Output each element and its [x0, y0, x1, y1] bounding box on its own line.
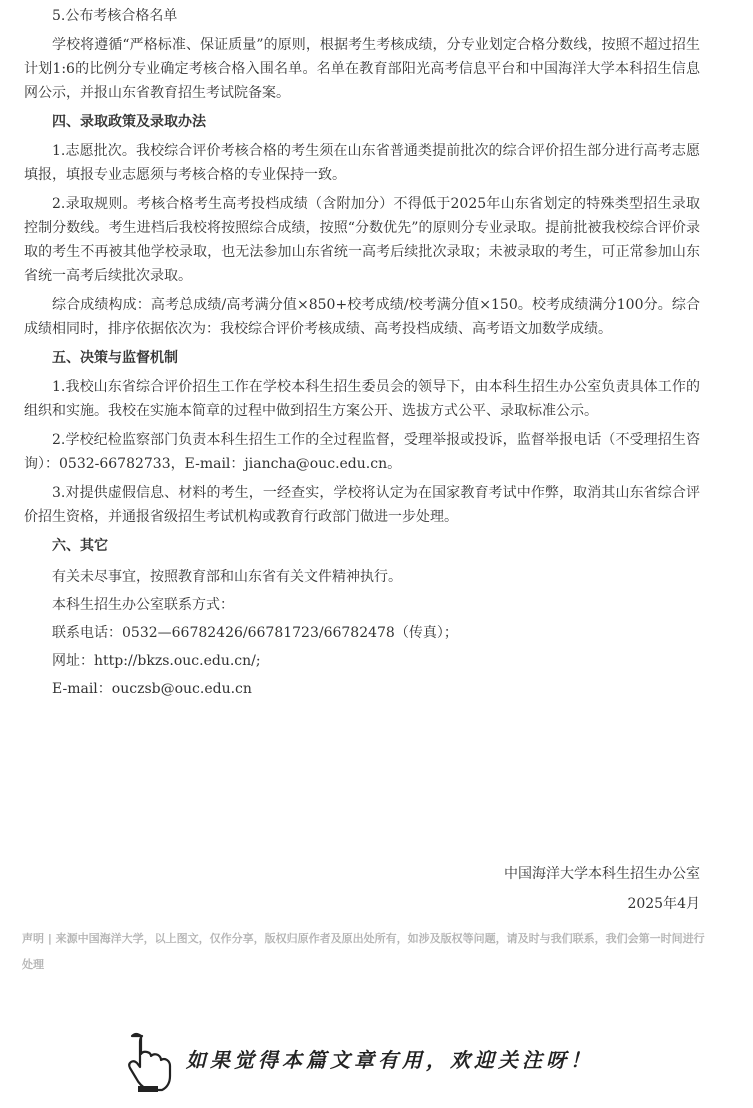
contact-title: 本科生招生办公室联系方式：: [52, 597, 234, 613]
section4-paragraph-1: 1.志愿批次。我校综合评价考核合格的考生须在山东省普通类提前批次的综合评价招生部分进行高考志愿填报，填报专业志愿须与考核合格的专业保持一致。: [24, 143, 700, 183]
section4-paragraph-2: 2.录取规则。考核合格考生高考投档成绩（含附加分）不得低于2025年山东省划定的特殊类型招生录取控制分数线。考生进档后我校将按照综合成绩，按照“分数优先”的原则分专业录取。提前批被我校综合评价录取的考生不再被其他学校录取，也无法参加山东省统一高考后续批次录取；未被录取的考生，可正常参加山东省统一高考后续批次录取。: [24, 196, 700, 284]
section5-heading: 五、决策与监督机制: [52, 350, 178, 366]
contact-website: 网址：http://bkzs.ouc.edu.cn/;: [52, 653, 261, 669]
contact-phone: 联系电话：0532—66782426/66781723/66782478（传真）；: [52, 625, 458, 641]
section4-paragraph-3: 综合成绩构成：高考总成绩/高考满分值×850+校考成绩/校考满分值×150。校考成绩满分100分。综合成绩相同时，排序依据依次为：我校综合评价考核成绩、高考投档成绩、高考语文加数学成绩。: [24, 297, 700, 337]
item5-body: 学校将遵循“严格标准、保证质量”的原则，根据考生考核成绩，分专业划定合格分数线，按照不超过招生计划1:6的比例分专业确定考核合格入围名单。名单在教育部阳光高考信息平台和中国海洋大学本科招生信息网公示，并报山东省教育招生考试院备案。: [24, 37, 700, 101]
pointing-hand-icon: [118, 1030, 174, 1094]
signature-org: 中国海洋大学本科生招生办公室: [504, 866, 700, 882]
section5-paragraph-3: 3.对提供虚假信息、材料的考生，一经查实，学校将认定为在国家教育考试中作弊，取消其山东省综合评价招生资格，并通报省级招生考试机构或教育行政部门做进一步处理。: [24, 485, 700, 525]
copyright-disclaimer: 声明 | 来源中国海洋大学，以上图文，仅作分享，版权归原作者及原出处所有，如涉及版权等问题，请及时与我们联系，我们会第一时间进行处理: [22, 932, 705, 971]
contact-email: E-mail：ouczsb@ouc.edu.cn: [52, 681, 252, 697]
section5-paragraph-2: 2.学校纪检监察部门负责本科生招生工作的全过程监督，受理举报或投诉，监督举报电话（不受理招生咨询）：0532-66782733，E-mail：jiancha@ouc.edu.cn。: [24, 432, 700, 472]
item5-title: 5.公布考核合格名单: [52, 8, 178, 24]
document-body: [24, 0, 700, 703]
follow-footer-banner: [118, 1030, 618, 1094]
section5-paragraph-1: 1.我校山东省综合评价招生工作在学校本科生招生委员会的领导下，由本科生招生办公室负责具体工作的组织和实施。我校在实施本简章的过程中做到招生方案公开、选拔方式公平、录取标准公示。: [24, 379, 700, 419]
section6-paragraph-1: 有关未尽事宜，按照教育部和山东省有关文件精神执行。: [52, 569, 402, 585]
section6-heading: 六、其它: [52, 538, 108, 554]
follow-prompt-text: 如果觉得本篇文章有用，欢迎关注呀！: [186, 1048, 594, 1072]
signature-date: 2025年4月: [627, 896, 700, 912]
section4-heading: 四、录取政策及录取办法: [52, 114, 206, 130]
